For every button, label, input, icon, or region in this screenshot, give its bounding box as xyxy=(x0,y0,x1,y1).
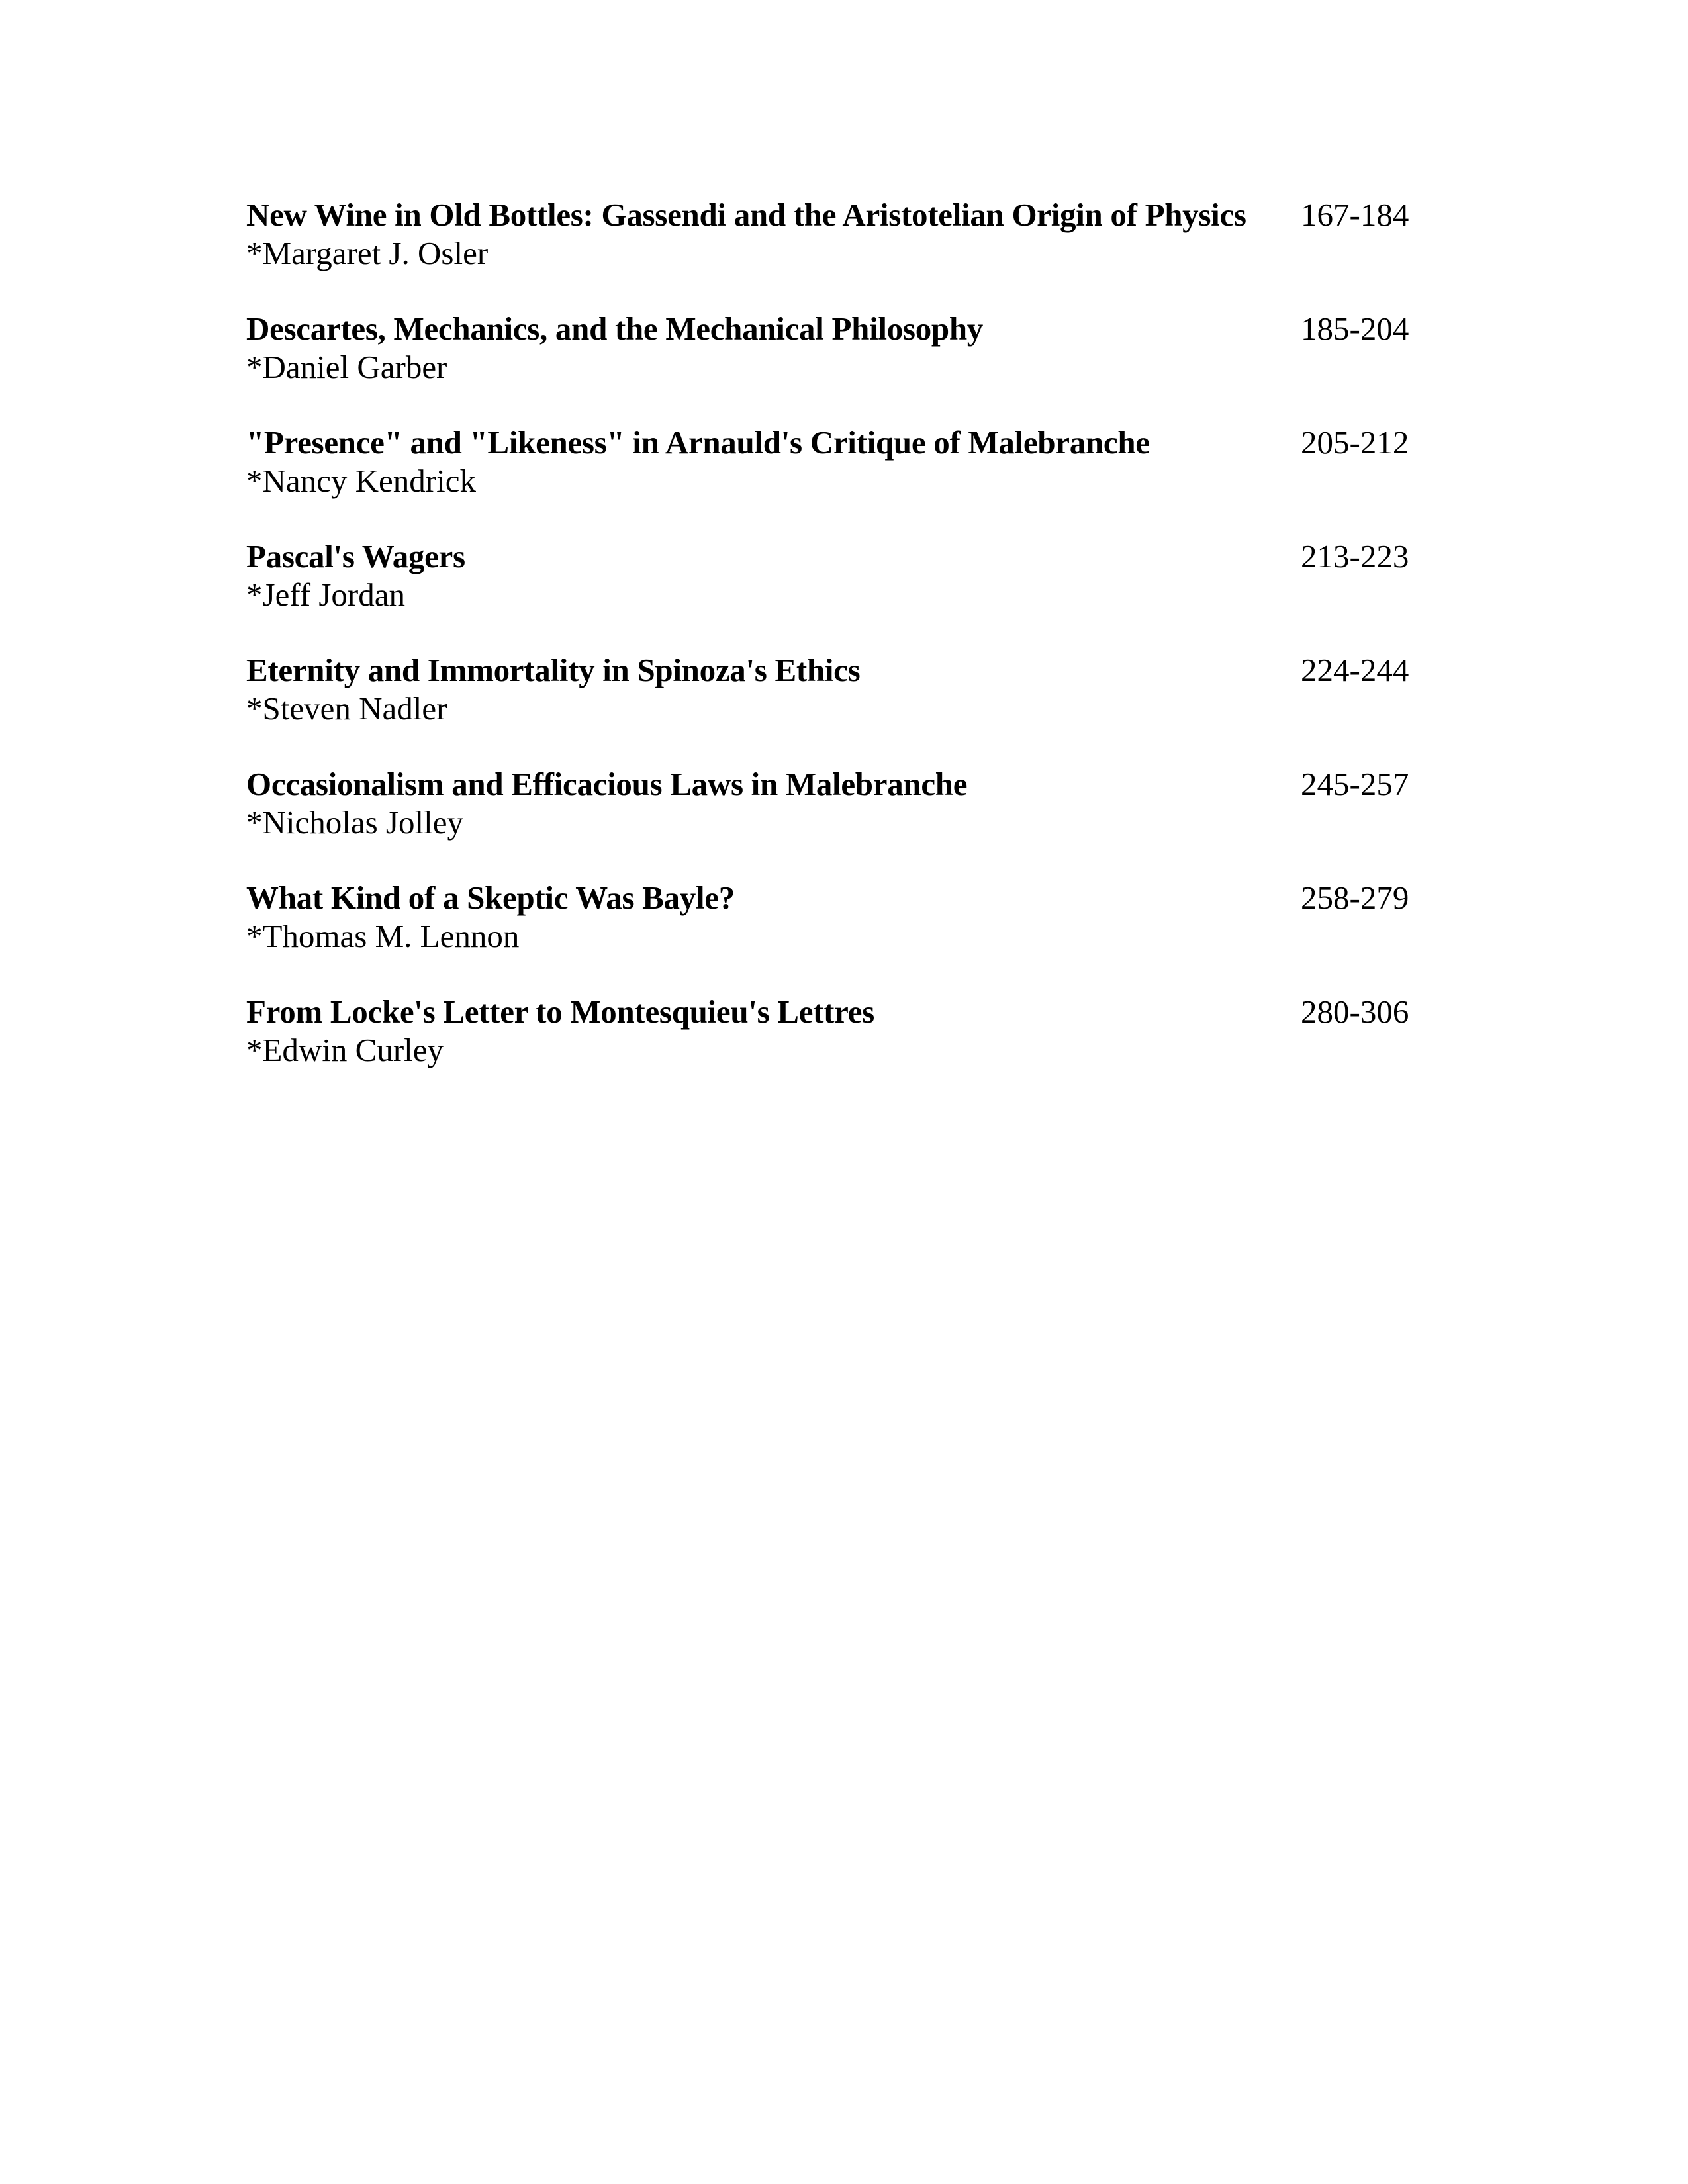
article-title[interactable]: Occasionalism and Efficacious Laws in Malebranche xyxy=(246,766,968,802)
article-author: *Thomas M. Lennon xyxy=(246,918,520,954)
article-title[interactable]: From Locke's Letter to Montesquieu's Lettres xyxy=(246,993,874,1030)
article-author: *Nancy Kendrick xyxy=(246,463,476,499)
article-title[interactable]: "Presence" and "Likeness" in Arnauld's Critique of Malebranche xyxy=(246,424,1150,461)
page-range: 258-279 xyxy=(1301,880,1409,916)
toc-entry[interactable] xyxy=(246,196,1425,310)
article-author: *Nicholas Jolley xyxy=(246,804,463,841)
article-author: *Jeff Jordan xyxy=(246,576,405,613)
toc-entry[interactable] xyxy=(246,537,1425,651)
toc-entry[interactable] xyxy=(246,879,1425,993)
toc-entry[interactable] xyxy=(246,993,1425,1107)
article-title[interactable]: Descartes, Mechanics, and the Mechanical Philosophy xyxy=(246,310,983,347)
table-of-contents xyxy=(246,196,1425,1107)
article-title[interactable]: What Kind of a Skeptic Was Bayle? xyxy=(246,880,735,916)
toc-entry[interactable] xyxy=(246,765,1425,879)
toc-entry[interactable] xyxy=(246,424,1425,537)
article-title[interactable]: New Wine in Old Bottles: Gassendi and the Aristotelian Origin of Physics xyxy=(246,197,1246,233)
article-author: *Daniel Garber xyxy=(246,349,447,385)
page-range: 245-257 xyxy=(1301,766,1409,802)
page-range: 213-223 xyxy=(1301,538,1409,574)
page-range: 224-244 xyxy=(1301,652,1409,688)
page-range: 280-306 xyxy=(1301,993,1409,1030)
article-author: *Margaret J. Osler xyxy=(246,235,489,271)
page-range: 185-204 xyxy=(1301,310,1409,347)
article-author: *Edwin Curley xyxy=(246,1032,444,1068)
article-author: *Steven Nadler xyxy=(246,690,447,727)
page-range: 205-212 xyxy=(1301,424,1409,461)
toc-entry[interactable] xyxy=(246,310,1425,424)
page-range: 167-184 xyxy=(1301,197,1409,233)
article-title[interactable]: Eternity and Immortality in Spinoza's Ethics xyxy=(246,652,861,688)
toc-entry[interactable] xyxy=(246,651,1425,765)
article-title[interactable]: Pascal's Wagers xyxy=(246,538,465,574)
